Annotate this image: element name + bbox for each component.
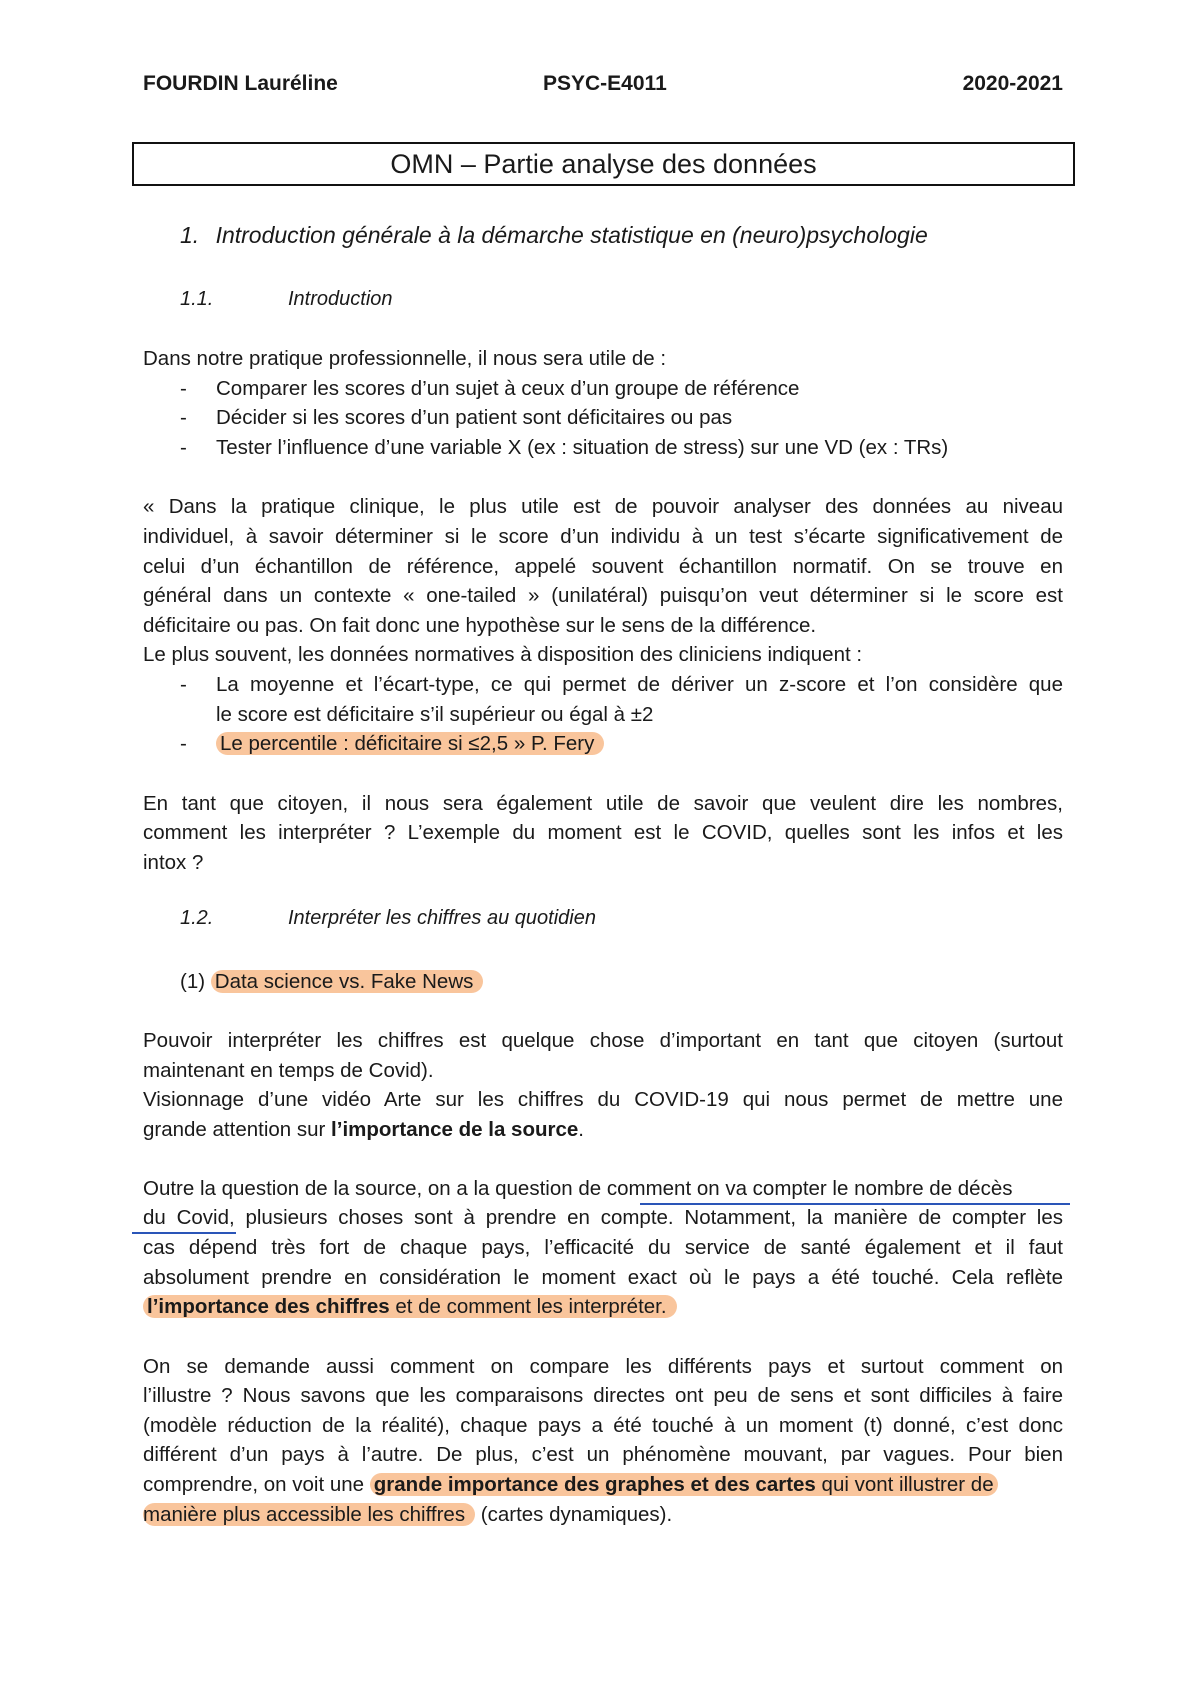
paragraph-line	[143, 1292, 1063, 1322]
paragraph-line: (modèle réduction de la réalité), chaque pays a été touché à un moment (t) donné, c’est donc	[143, 1414, 1063, 1437]
document-title: OMN – Partie analyse des données	[132, 142, 1075, 186]
paragraph-line: l’illustre ? Nous savons que les comparaisons directes ont peu de sens et sont difficiles à faire	[143, 1384, 1063, 1407]
underlined-text: comment on va compter le nombre de décès	[606, 1177, 1013, 1200]
paragraph-line	[143, 1203, 1063, 1233]
citizen-line: intox ?	[143, 851, 204, 874]
quote-line: déficitaire ou pas. On fait donc une hypothèse sur le sens de la différence.	[143, 614, 817, 637]
text-run: .	[578, 1118, 584, 1141]
underlined-text: du Covid,	[143, 1206, 235, 1229]
highlighted-text	[370, 1473, 998, 1496]
paragraph-line: Pouvoir interpréter les chiffres est quelque chose d’important en tant que citoyen (surtout	[143, 1029, 1063, 1052]
list-item-text: La moyenne et l’écart-type, ce qui permet de dériver un z-score et l’on considère que	[216, 673, 1063, 696]
quote-line: individuel, à savoir déterminer si le score d’un individu à un test s’écarte significativement de	[143, 525, 1063, 548]
text-run: comprendre, on voit une	[143, 1473, 370, 1496]
subsection-number: 1.1.	[180, 288, 214, 310]
citizen-line: En tant que citoyen, il nous sera également utile de savoir que veulent dire les nombres,	[143, 792, 1063, 815]
highlighted-text: manière plus accessible les chiffres	[143, 1503, 475, 1526]
quote-line: « Dans la pratique clinique, le plus utile est de pouvoir analyser des données au niveau	[143, 495, 1063, 518]
highlighted-text: Data science vs. Fake News	[211, 970, 484, 993]
text-run: Outre la question de la source, on a la question de	[143, 1177, 607, 1200]
section-title: Introduction générale à la démarche statistique en (neuro)psychologie	[215, 222, 928, 248]
paragraph-line	[143, 1115, 1063, 1145]
section-heading-1	[180, 222, 928, 249]
section-number: 1.	[180, 222, 200, 248]
quote-line: celui d’un échantillon de référence, appelé souvent échantillon normatif. On se trouve en	[143, 555, 1063, 578]
author-name: FOURDIN Lauréline	[143, 72, 338, 95]
list-item-text: Comparer les scores d’un sujet à ceux d’un groupe de référence	[216, 377, 800, 400]
normative-lead: Le plus souvent, les données normatives à disposition des cliniciens indiquent :	[143, 643, 863, 666]
point-heading	[180, 967, 1063, 997]
subsection-title: Introduction	[288, 288, 393, 310]
document-page: FOURDIN Lauréline PSYC-E4011 2020-2021 OMN – Partie analyse des données 1. Introduction générale à la démarche statistique en (neuro)psychologie 1.1. Introduction Dans notre pratique professionnelle, il nous sera utile de : - Comparer les scores d’un sujet à ceux d’un groupe de référence - Décider si les scores d’un patient sont déficitaires ou pas - Tester l’influence d’une variable X (ex : situation de stress) sur une VD (ex : TRs) « Dans la pratique clinique, le plus utile est de pouvoir analyser des données au niveau individuel, à savoir déterminer si le score d’un individu à un test s’écarte significativement de celui d’un échantillon de référence, appelé souvent échantillon normatif. On se trouve en général dans un contexte « one-tailed » (unilatéral) puisqu’on veut déterminer si le score est déficitaire ou pas. On fait donc une hypothèse sur le sens de la différence. Le plus souvent, les données normatives à disposition des cliniciens indiquent : - La moyenne et l’écart-type, ce qui permet de dériver un z-score et l’on considère que le score est déficitaire s’il supérieur ou égal à ±2 - Le percentile : déficitaire si ≤2,5 » P. Fery En tant que citoyen, il nous sera également utile de savoir que veulent dire les nombres, comment les interpréter ? L’exemple du moment est le COVID, quelles sont les infos et les intox ? 1.2. Interpréter les chiffres au quotidien (1) Data science vs. Fake News Pouvoir interpréter les chiffres est quelque chose d’important en tant que citoyen (surtout maintenant en temps de Covid). Visionnage d’une vidéo Arte sur les chiffres du COVID-19 qui nous permet de mettre une grande attention sur l’importance de la source. Outre la question de la source, on a la question de comment on va compter le nombre de décès du Covid, plusieurs choses sont à prendre en compte. Notamment, la manière de compter les cas dépend très fort de chaque pays, l’efficacité du service de santé également et il faut absolument prendre en considération le moment exact où le pays a été touché. Cela reflète l’importance des chiffres et de comment les interpréter. On se demande aussi comment on compare les différents pays et surtout comment on l’illustre ? Nous savons que les comparaisons directes ont peu de sens et sont difficiles à faire (modèle réduction de la réalité), chaque pays a été touché à un moment (t) donné, c’est donc différent d’un pays à l’autre. De plus, c’est un phénomène mouvant, par vagues. Pour bien comprendre, on voit une grande importance des graphes et des cartes qui vont illustrer de manière plus accessible les chiffres (cartes dynamiques).	[0, 0, 1200, 1698]
paragraph-line	[143, 1470, 1063, 1500]
quote-line: général dans un contexte « one-tailed » (unilatéral) puisqu’on veut déterminer si le score est	[143, 584, 1063, 607]
text-run: et de comment les interpréter.	[389, 1295, 667, 1318]
text-run: grande attention sur	[143, 1118, 332, 1141]
paragraph-line: On se demande aussi comment on compare les différents pays et surtout comment on	[143, 1355, 1063, 1378]
subsection-number: 1.2.	[180, 907, 214, 929]
citizen-line: comment les interpréter ? L’exemple du moment est le COVID, quelles sont les infos et les	[143, 821, 1063, 844]
paragraph-line	[143, 1500, 1063, 1530]
bold-text: l’importance des chiffres	[147, 1295, 390, 1318]
bold-text: grande importance des graphes et des cartes	[373, 1473, 816, 1496]
academic-year: 2020-2021	[962, 72, 1063, 95]
paragraph-line: cas dépend très fort de chaque pays, l’efficacité du service de santé également et il faut	[143, 1236, 1063, 1259]
text-run: (cartes dynamiques).	[475, 1503, 673, 1526]
page-header	[143, 72, 1063, 102]
text-run: plusieurs choses sont à prendre en compte. Notamment, la manière de compter les	[234, 1206, 1063, 1229]
course-code: PSYC-E4011	[543, 72, 667, 95]
point-number: (1)	[180, 970, 206, 993]
intro-lead: Dans notre pratique professionnelle, il nous sera utile de :	[143, 347, 667, 370]
highlighted-text	[143, 1295, 677, 1318]
text-run: qui vont illustrer de	[815, 1473, 994, 1496]
paragraph-line: différent d’un pays à l’autre. De plus, c’est un phénomène mouvant, par vagues. Pour bien	[143, 1443, 1063, 1466]
highlighted-text: Le percentile : déficitaire si ≤2,5 » P. Fery	[216, 732, 604, 755]
bold-text: l’importance de la source	[331, 1118, 579, 1141]
subsection-title: Interpréter les chiffres au quotidien	[288, 907, 596, 929]
list-item-text: le score est déficitaire s’il supérieur ou égal à ±2	[216, 703, 654, 726]
subsection-heading-1-2	[180, 907, 596, 930]
subsection-heading-1-1	[180, 288, 393, 311]
paragraph-line: maintenant en temps de Covid).	[143, 1059, 434, 1082]
list-item-text: Décider si les scores d’un patient sont déficitaires ou pas	[216, 406, 733, 429]
paragraph-line	[143, 1174, 1063, 1204]
paragraph-line: absolument prendre en considération le moment exact où le pays a été touché. Cela reflète	[143, 1266, 1063, 1289]
paragraph-line: Visionnage d’une vidéo Arte sur les chiffres du COVID-19 qui nous permet de mettre une	[143, 1088, 1063, 1111]
list-item-text: Tester l’influence d’une variable X (ex : situation de stress) sur une VD (ex : TRs)	[216, 436, 949, 459]
